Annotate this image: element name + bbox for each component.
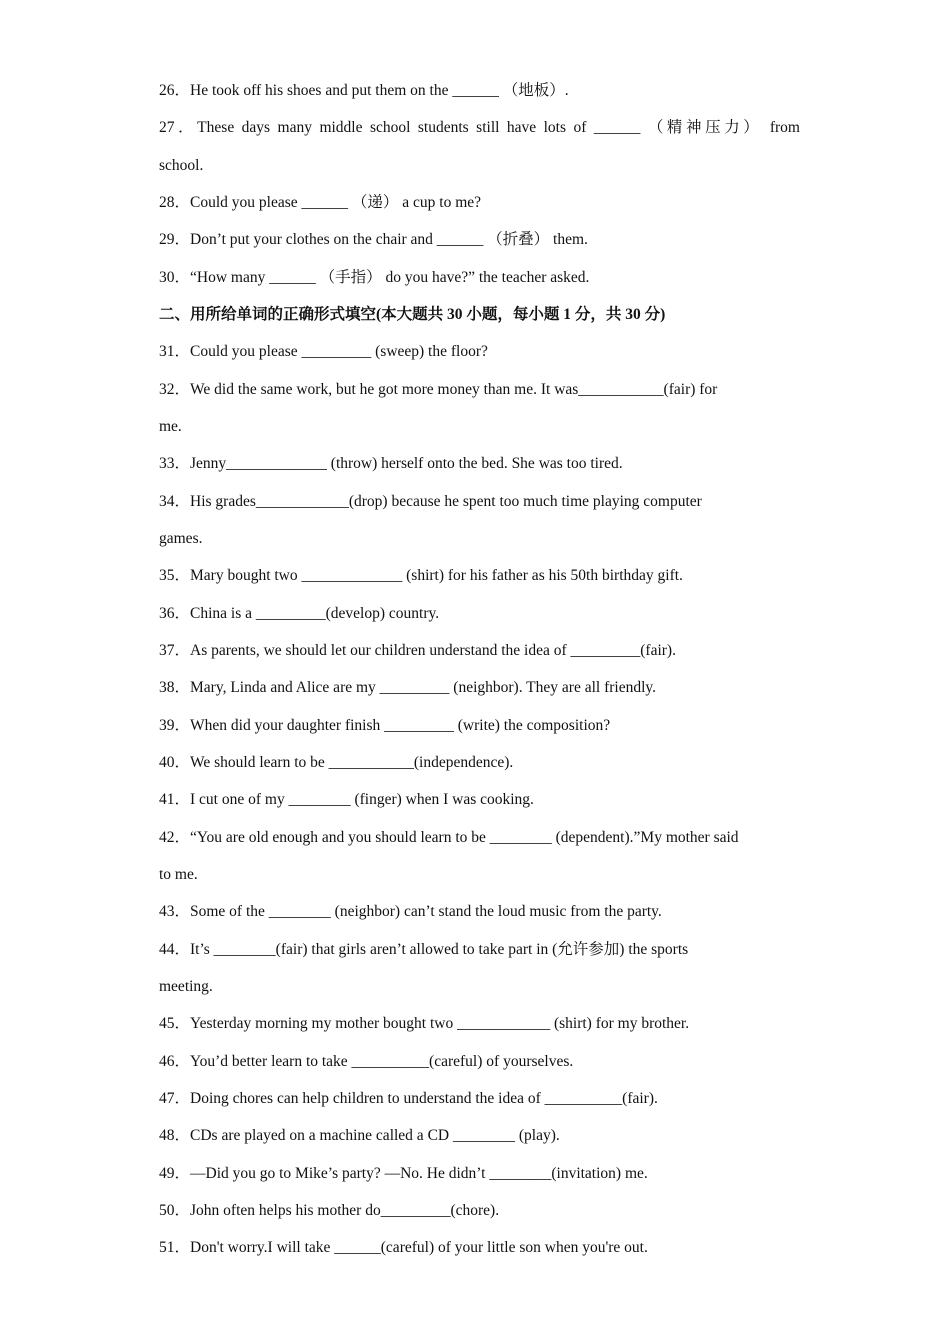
question-line: 49．—Did you go to Mike’s party? —No. He didn’t ________(invitation) me. [159, 1165, 648, 1182]
question-line: 35．Mary bought two _____________ (shirt) for his father as his 50th birthday gift. [159, 567, 683, 584]
question-line: 43．Some of the ________ (neighbor) can’t stand the loud music from the party. [159, 903, 662, 920]
question-line: 40．We should learn to be ___________(independence). [159, 754, 514, 771]
question-line: 33．Jenny_____________ (throw) herself onto the bed. She was too tired. [159, 455, 623, 472]
question-line: 34．His grades____________(drop) because he spent too much time playing computer [159, 493, 702, 510]
question-line: 30．“How many ______ （手指） do you have?” the teacher asked. [159, 269, 590, 286]
question-line: 29．Don’t put your clothes on the chair and ______ （折叠） them. [159, 231, 588, 248]
question-line: 31．Could you please _________ (sweep) the floor? [159, 343, 488, 360]
question-continuation: to me. [159, 866, 198, 883]
question-line: 26．He took off his shoes and put them on the ______ （地板）. [159, 82, 569, 99]
question-line: 27．These days many middle school students still have lots of ______ （精神压力） from [159, 119, 800, 136]
question-continuation: school. [159, 157, 204, 174]
question-line: 45．Yesterday morning my mother bought two ____________ (shirt) for my brother. [159, 1015, 690, 1032]
question-line: 51．Don't worry.I will take ______(careful) of your little son when you're out. [159, 1239, 648, 1256]
question-line: 39．When did your daughter finish _________ (write) the composition? [159, 717, 611, 734]
question-line: 47．Doing chores can help children to understand the idea of __________(fair). [159, 1090, 658, 1107]
question-line: 44．It’s ________(fair) that girls aren’t allowed to take part in (允许参加) the sports [159, 941, 689, 958]
question-line: 46．You’d better learn to take __________(careful) of yourselves. [159, 1053, 574, 1070]
question-line: 28．Could you please ______ （递） a cup to me? [159, 194, 482, 211]
question-line: 38．Mary, Linda and Alice are my _________ (neighbor). They are all friendly. [159, 679, 656, 696]
question-line: 41．I cut one of my ________ (finger) when I was cooking. [159, 791, 534, 808]
section-heading: 二、用所给单词的正确形式填空(本大题共 30 小题，每小题 1 分，共 30 分) [159, 306, 666, 323]
question-line: 48．CDs are played on a machine called a CD ________ (play). [159, 1127, 560, 1144]
question-line: 32．We did the same work, but he got more money than me. It was___________(fair) for [159, 381, 718, 398]
question-continuation: me. [159, 418, 182, 435]
question-line: 42．“You are old enough and you should learn to be ________ (dependent).”My mother said [159, 829, 739, 846]
question-line: 50．John often helps his mother do_________(chore). [159, 1202, 500, 1219]
question-continuation: games. [159, 530, 203, 547]
question-line: 37．As parents, we should let our children understand the idea of _________(fair). [159, 642, 676, 659]
question-continuation: meeting. [159, 978, 213, 995]
question-line: 36．China is a _________(develop) country. [159, 605, 440, 622]
